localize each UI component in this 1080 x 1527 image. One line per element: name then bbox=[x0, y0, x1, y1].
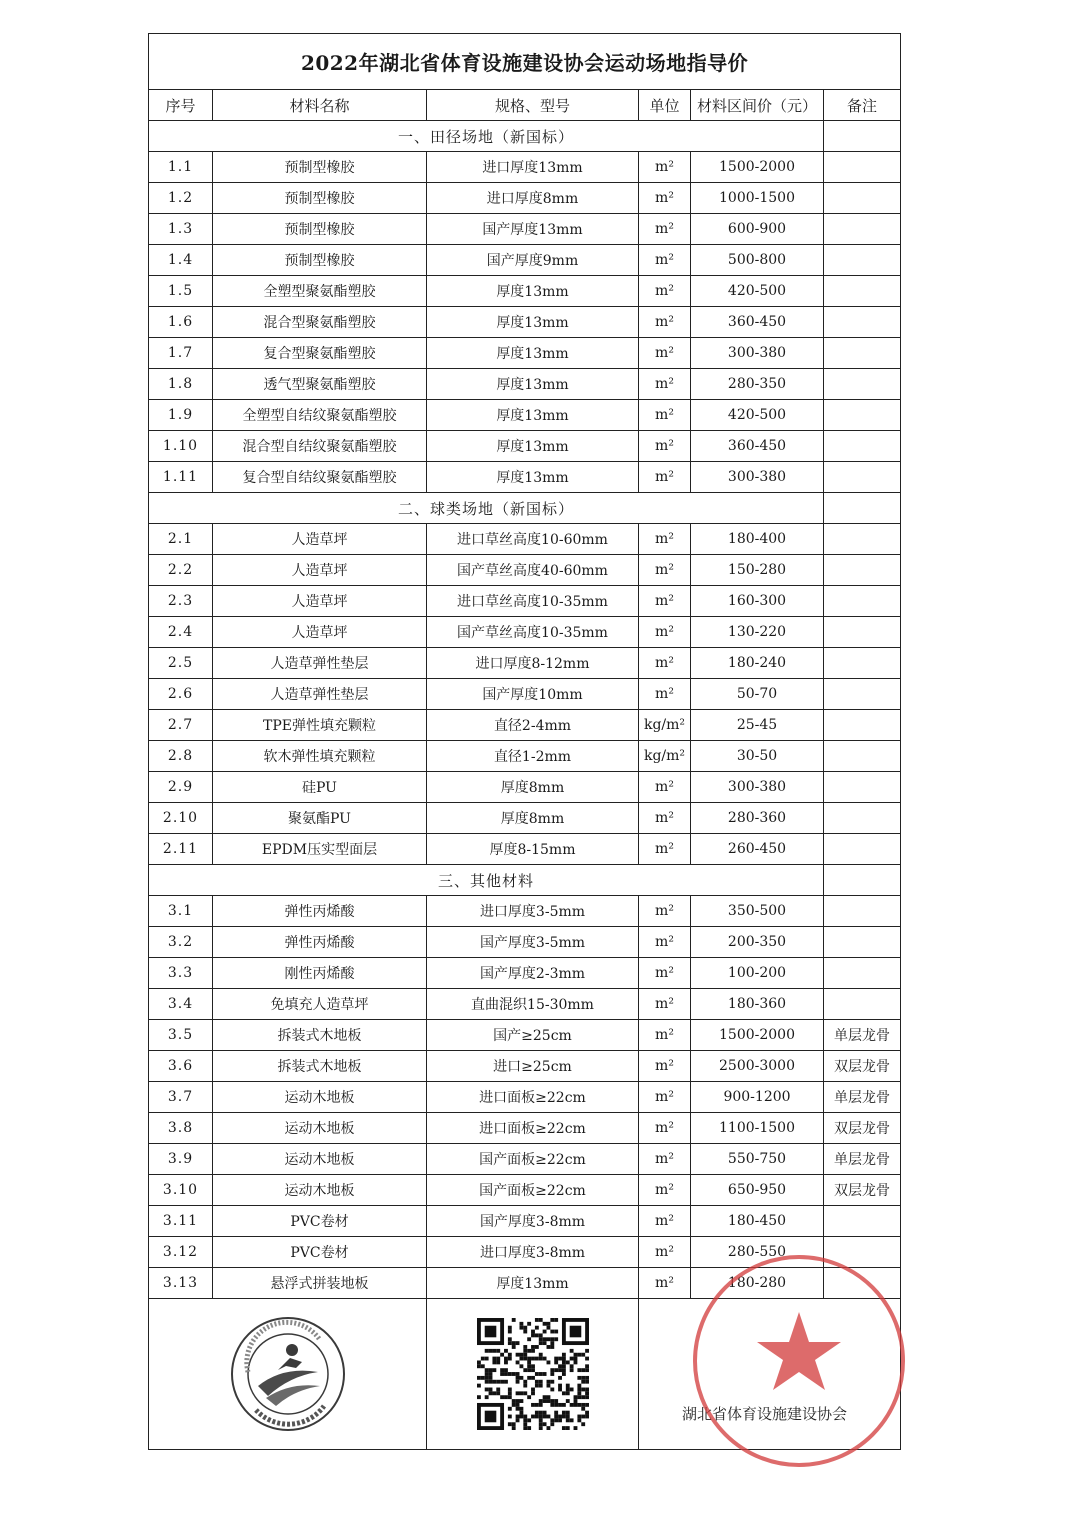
cell-unit: m² bbox=[639, 617, 691, 648]
cell-spec: 进口厚度13mm bbox=[427, 152, 639, 183]
cell-no: 1.8 bbox=[149, 369, 213, 400]
cell-name: 悬浮式拼装地板 bbox=[213, 1268, 427, 1299]
cell-unit: m² bbox=[639, 958, 691, 989]
table-row bbox=[149, 772, 901, 803]
cell-no: 3.3 bbox=[149, 958, 213, 989]
header-price: 材料区间价（元） bbox=[691, 90, 824, 121]
cell-note bbox=[824, 462, 901, 493]
cell-unit: m² bbox=[639, 1051, 691, 1082]
cell-spec: 厚度13mm bbox=[427, 307, 639, 338]
table-row bbox=[149, 431, 901, 462]
cell-spec: 国产厚度3-5mm bbox=[427, 927, 639, 958]
cell-spec: 进口厚度8mm bbox=[427, 183, 639, 214]
cell-unit: m² bbox=[639, 1020, 691, 1051]
cell-unit: m² bbox=[639, 927, 691, 958]
cell-spec: 国产草丝高度10-35mm bbox=[427, 617, 639, 648]
cell-name: 人造草弹性垫层 bbox=[213, 679, 427, 710]
cell-unit: m² bbox=[639, 1113, 691, 1144]
cell-no: 2.6 bbox=[149, 679, 213, 710]
table-row bbox=[149, 369, 901, 400]
cell-note: 单层龙骨 bbox=[824, 1020, 901, 1051]
cell-no: 2.2 bbox=[149, 555, 213, 586]
cell-note bbox=[824, 679, 901, 710]
cell-no: 2.1 bbox=[149, 524, 213, 555]
cell-no: 1.4 bbox=[149, 245, 213, 276]
cell-spec: 进口厚度8-12mm bbox=[427, 648, 639, 679]
cell-price: 180-280 bbox=[691, 1268, 824, 1299]
cell-price: 2500-3000 bbox=[691, 1051, 824, 1082]
cell-no: 2.10 bbox=[149, 803, 213, 834]
cell-price: 1100-1500 bbox=[691, 1113, 824, 1144]
cell-price: 420-500 bbox=[691, 400, 824, 431]
cell-price: 300-380 bbox=[691, 462, 824, 493]
cell-note bbox=[824, 183, 901, 214]
cell-no: 2.4 bbox=[149, 617, 213, 648]
cell-name: 运动木地板 bbox=[213, 1113, 427, 1144]
cell-name: 人造草坪 bbox=[213, 555, 427, 586]
cell-price: 50-70 bbox=[691, 679, 824, 710]
cell-no: 3.5 bbox=[149, 1020, 213, 1051]
cell-note bbox=[824, 772, 901, 803]
cell-spec: 厚度13mm bbox=[427, 1268, 639, 1299]
section-note-cell bbox=[824, 493, 901, 524]
cell-spec: 厚度8mm bbox=[427, 803, 639, 834]
cell-no: 3.11 bbox=[149, 1206, 213, 1237]
cell-spec: 厚度8-15mm bbox=[427, 834, 639, 865]
table-row bbox=[149, 617, 901, 648]
cell-name: 硅PU bbox=[213, 772, 427, 803]
association-logo bbox=[228, 1314, 348, 1434]
cell-name: 全塑型聚氨酯塑胶 bbox=[213, 276, 427, 307]
cell-note bbox=[824, 276, 901, 307]
cell-name: 软木弹性填充颗粒 bbox=[213, 741, 427, 772]
association-name: 湖北省体育设施建设协会 bbox=[682, 1405, 848, 1423]
cell-unit: m² bbox=[639, 338, 691, 369]
cell-price: 150-280 bbox=[691, 555, 824, 586]
cell-spec: 厚度13mm bbox=[427, 276, 639, 307]
cell-unit: m² bbox=[639, 896, 691, 927]
cell-name: 混合型聚氨酯塑胶 bbox=[213, 307, 427, 338]
cell-name: 运动木地板 bbox=[213, 1175, 427, 1206]
cell-spec: 直曲混织15-30mm bbox=[427, 989, 639, 1020]
cell-name: 拆装式木地板 bbox=[213, 1020, 427, 1051]
qr-cell bbox=[427, 1299, 639, 1450]
cell-no: 3.2 bbox=[149, 927, 213, 958]
cell-price: 350-500 bbox=[691, 896, 824, 927]
table-row bbox=[149, 1082, 901, 1113]
cell-name: 刚性丙烯酸 bbox=[213, 958, 427, 989]
cell-spec: 进口≥25cm bbox=[427, 1051, 639, 1082]
cell-note bbox=[824, 927, 901, 958]
cell-no: 3.13 bbox=[149, 1268, 213, 1299]
cell-price: 180-360 bbox=[691, 989, 824, 1020]
table-row bbox=[149, 1051, 901, 1082]
cell-unit: kg/m² bbox=[639, 710, 691, 741]
cell-no: 2.7 bbox=[149, 710, 213, 741]
cell-note: 双层龙骨 bbox=[824, 1113, 901, 1144]
cell-price: 420-500 bbox=[691, 276, 824, 307]
cell-name: 人造草坪 bbox=[213, 617, 427, 648]
cell-no: 2.5 bbox=[149, 648, 213, 679]
header-unit: 单位 bbox=[639, 90, 691, 121]
cell-price: 200-350 bbox=[691, 927, 824, 958]
page-title: 2022年湖北省体育设施建设协会运动场地指导价 bbox=[149, 34, 901, 90]
cell-price: 650-950 bbox=[691, 1175, 824, 1206]
cell-spec: 进口厚度3-8mm bbox=[427, 1237, 639, 1268]
cell-price: 180-400 bbox=[691, 524, 824, 555]
cell-no: 3.4 bbox=[149, 989, 213, 1020]
cell-unit: m² bbox=[639, 803, 691, 834]
cell-note bbox=[824, 741, 901, 772]
section-note-cell bbox=[824, 121, 901, 152]
cell-name: 预制型橡胶 bbox=[213, 152, 427, 183]
cell-price: 300-380 bbox=[691, 772, 824, 803]
table-row bbox=[149, 989, 901, 1020]
cell-name: 弹性丙烯酸 bbox=[213, 896, 427, 927]
table-row bbox=[149, 741, 901, 772]
cell-note bbox=[824, 617, 901, 648]
table-row bbox=[149, 524, 901, 555]
table-row bbox=[149, 338, 901, 369]
cell-unit: m² bbox=[639, 1082, 691, 1113]
cell-spec: 国产厚度3-8mm bbox=[427, 1206, 639, 1237]
table-row bbox=[149, 1020, 901, 1051]
cell-spec: 国产厚度13mm bbox=[427, 214, 639, 245]
table-row bbox=[149, 214, 901, 245]
section-heading: 二、球类场地（新国标） bbox=[149, 493, 824, 524]
table-row bbox=[149, 1113, 901, 1144]
section-row bbox=[149, 121, 901, 152]
header-name: 材料名称 bbox=[213, 90, 427, 121]
cell-note bbox=[824, 338, 901, 369]
cell-spec: 国产面板≥22cm bbox=[427, 1144, 639, 1175]
cell-unit: kg/m² bbox=[639, 741, 691, 772]
cell-note bbox=[824, 958, 901, 989]
cell-note bbox=[824, 834, 901, 865]
table-row bbox=[149, 1175, 901, 1206]
table-row bbox=[149, 679, 901, 710]
cell-no: 1.3 bbox=[149, 214, 213, 245]
cell-note bbox=[824, 152, 901, 183]
cell-price: 260-450 bbox=[691, 834, 824, 865]
cell-price: 550-750 bbox=[691, 1144, 824, 1175]
cell-no: 2.11 bbox=[149, 834, 213, 865]
cell-price: 600-900 bbox=[691, 214, 824, 245]
cell-name: PVC卷材 bbox=[213, 1206, 427, 1237]
cell-note bbox=[824, 896, 901, 927]
cell-price: 280-360 bbox=[691, 803, 824, 834]
cell-unit: m² bbox=[639, 369, 691, 400]
cell-note bbox=[824, 245, 901, 276]
cell-spec: 进口面板≥22cm bbox=[427, 1113, 639, 1144]
table-row bbox=[149, 834, 901, 865]
cell-price: 180-450 bbox=[691, 1206, 824, 1237]
cell-name: 预制型橡胶 bbox=[213, 245, 427, 276]
cell-name: 预制型橡胶 bbox=[213, 183, 427, 214]
cell-note bbox=[824, 648, 901, 679]
cell-note bbox=[824, 555, 901, 586]
table-row bbox=[149, 896, 901, 927]
cell-no: 1.2 bbox=[149, 183, 213, 214]
cell-no: 2.3 bbox=[149, 586, 213, 617]
cell-spec: 进口草丝高度10-60mm bbox=[427, 524, 639, 555]
cell-price: 25-45 bbox=[691, 710, 824, 741]
cell-spec: 国产厚度9mm bbox=[427, 245, 639, 276]
cell-unit: m² bbox=[639, 245, 691, 276]
section-heading: 三、其他材料 bbox=[149, 865, 824, 896]
price-sheet bbox=[148, 33, 900, 1450]
cell-no: 1.6 bbox=[149, 307, 213, 338]
cell-no: 3.1 bbox=[149, 896, 213, 927]
table-row bbox=[149, 276, 901, 307]
cell-unit: m² bbox=[639, 1268, 691, 1299]
cell-note: 单层龙骨 bbox=[824, 1144, 901, 1175]
table-row bbox=[149, 400, 901, 431]
cell-unit: m² bbox=[639, 214, 691, 245]
logo-cell bbox=[149, 1299, 427, 1450]
cell-spec: 直径1-2mm bbox=[427, 741, 639, 772]
cell-unit: m² bbox=[639, 276, 691, 307]
cell-spec: 厚度13mm bbox=[427, 462, 639, 493]
cell-note: 双层龙骨 bbox=[824, 1175, 901, 1206]
table-row bbox=[149, 958, 901, 989]
cell-note bbox=[824, 369, 901, 400]
cell-spec: 国产厚度10mm bbox=[427, 679, 639, 710]
cell-price: 280-550 bbox=[691, 1237, 824, 1268]
cell-note bbox=[824, 524, 901, 555]
cell-price: 1000-1500 bbox=[691, 183, 824, 214]
cell-unit: m² bbox=[639, 400, 691, 431]
cell-unit: m² bbox=[639, 834, 691, 865]
cell-price: 280-350 bbox=[691, 369, 824, 400]
cell-unit: m² bbox=[639, 1144, 691, 1175]
cell-unit: m² bbox=[639, 648, 691, 679]
cell-unit: m² bbox=[639, 1237, 691, 1268]
cell-name: 复合型聚氨酯塑胶 bbox=[213, 338, 427, 369]
cell-note bbox=[824, 586, 901, 617]
cell-name: 混合型自结纹聚氨酯塑胶 bbox=[213, 431, 427, 462]
cell-unit: m² bbox=[639, 431, 691, 462]
cell-unit: m² bbox=[639, 679, 691, 710]
cell-note bbox=[824, 400, 901, 431]
price-table bbox=[148, 33, 901, 1450]
logo-emblem-icon bbox=[228, 1314, 348, 1434]
cell-name: 预制型橡胶 bbox=[213, 214, 427, 245]
cell-note: 双层龙骨 bbox=[824, 1051, 901, 1082]
table-row bbox=[149, 1144, 901, 1175]
cell-note bbox=[824, 1206, 901, 1237]
cell-price: 500-800 bbox=[691, 245, 824, 276]
cell-name: TPE弹性填充颗粒 bbox=[213, 710, 427, 741]
cell-name: 人造草坪 bbox=[213, 524, 427, 555]
cell-no: 3.6 bbox=[149, 1051, 213, 1082]
cell-spec: 厚度8mm bbox=[427, 772, 639, 803]
table-row bbox=[149, 648, 901, 679]
header-spec: 规格、型号 bbox=[427, 90, 639, 121]
cell-spec: 国产面板≥22cm bbox=[427, 1175, 639, 1206]
cell-no: 1.11 bbox=[149, 462, 213, 493]
cell-note bbox=[824, 989, 901, 1020]
cell-unit: m² bbox=[639, 462, 691, 493]
cell-price: 1500-2000 bbox=[691, 152, 824, 183]
cell-note bbox=[824, 307, 901, 338]
table-row bbox=[149, 183, 901, 214]
table-row bbox=[149, 927, 901, 958]
cell-no: 2.9 bbox=[149, 772, 213, 803]
cell-name: 人造草坪 bbox=[213, 586, 427, 617]
cell-unit: m² bbox=[639, 1175, 691, 1206]
cell-price: 160-300 bbox=[691, 586, 824, 617]
cell-name: EPDM压实型面层 bbox=[213, 834, 427, 865]
cell-name: 运动木地板 bbox=[213, 1082, 427, 1113]
section-heading: 一、田径场地（新国标） bbox=[149, 121, 824, 152]
cell-unit: m² bbox=[639, 772, 691, 803]
cell-name: 全塑型自结纹聚氨酯塑胶 bbox=[213, 400, 427, 431]
cell-note bbox=[824, 431, 901, 462]
cell-price: 360-450 bbox=[691, 431, 824, 462]
cell-no: 2.8 bbox=[149, 741, 213, 772]
section-row bbox=[149, 865, 901, 896]
cell-no: 1.7 bbox=[149, 338, 213, 369]
cell-unit: m² bbox=[639, 183, 691, 214]
cell-spec: 厚度13mm bbox=[427, 400, 639, 431]
cell-spec: 国产≥25cm bbox=[427, 1020, 639, 1051]
cell-price: 360-450 bbox=[691, 307, 824, 338]
cell-no: 1.9 bbox=[149, 400, 213, 431]
cell-price: 900-1200 bbox=[691, 1082, 824, 1113]
table-row bbox=[149, 586, 901, 617]
cell-no: 3.12 bbox=[149, 1237, 213, 1268]
qr-code-icon[interactable] bbox=[477, 1318, 589, 1430]
cell-price: 30-50 bbox=[691, 741, 824, 772]
cell-spec: 厚度13mm bbox=[427, 338, 639, 369]
table-row bbox=[149, 462, 901, 493]
cell-spec: 国产厚度2-3mm bbox=[427, 958, 639, 989]
cell-spec: 进口厚度3-5mm bbox=[427, 896, 639, 927]
cell-unit: m² bbox=[639, 524, 691, 555]
cell-price: 300-380 bbox=[691, 338, 824, 369]
cell-spec: 厚度13mm bbox=[427, 369, 639, 400]
cell-no: 1.1 bbox=[149, 152, 213, 183]
header-note: 备注 bbox=[824, 90, 901, 121]
cell-name: 聚氨酯PU bbox=[213, 803, 427, 834]
cell-no: 3.7 bbox=[149, 1082, 213, 1113]
cell-note bbox=[824, 214, 901, 245]
cell-price: 1500-2000 bbox=[691, 1020, 824, 1051]
cell-name: 免填充人造草坪 bbox=[213, 989, 427, 1020]
table-row bbox=[149, 152, 901, 183]
cell-price: 100-200 bbox=[691, 958, 824, 989]
header-no: 序号 bbox=[149, 90, 213, 121]
cell-spec: 国产草丝高度40-60mm bbox=[427, 555, 639, 586]
cell-name: 透气型聚氨酯塑胶 bbox=[213, 369, 427, 400]
cell-spec: 直径2-4mm bbox=[427, 710, 639, 741]
cell-no: 3.8 bbox=[149, 1113, 213, 1144]
cell-name: 弹性丙烯酸 bbox=[213, 927, 427, 958]
section-row bbox=[149, 493, 901, 524]
official-seal-icon bbox=[688, 1250, 910, 1472]
cell-no: 3.10 bbox=[149, 1175, 213, 1206]
section-note-cell bbox=[824, 865, 901, 896]
table-row bbox=[149, 555, 901, 586]
table-row bbox=[149, 710, 901, 741]
cell-note bbox=[824, 803, 901, 834]
cell-unit: m² bbox=[639, 586, 691, 617]
cell-spec: 厚度13mm bbox=[427, 431, 639, 462]
cell-price: 180-240 bbox=[691, 648, 824, 679]
cell-name: 拆装式木地板 bbox=[213, 1051, 427, 1082]
cell-spec: 进口面板≥22cm bbox=[427, 1082, 639, 1113]
header-row bbox=[149, 90, 901, 121]
cell-name: PVC卷材 bbox=[213, 1237, 427, 1268]
cell-unit: m² bbox=[639, 555, 691, 586]
cell-note bbox=[824, 710, 901, 741]
table-row bbox=[149, 245, 901, 276]
cell-unit: m² bbox=[639, 989, 691, 1020]
cell-price: 130-220 bbox=[691, 617, 824, 648]
cell-no: 3.9 bbox=[149, 1144, 213, 1175]
cell-name: 复合型自结纹聚氨酯塑胶 bbox=[213, 462, 427, 493]
cell-name: 运动木地板 bbox=[213, 1144, 427, 1175]
cell-no: 1.10 bbox=[149, 431, 213, 462]
cell-unit: m² bbox=[639, 152, 691, 183]
cell-note: 单层龙骨 bbox=[824, 1082, 901, 1113]
table-row bbox=[149, 307, 901, 338]
table-row bbox=[149, 1206, 901, 1237]
cell-spec: 进口草丝高度10-35mm bbox=[427, 586, 639, 617]
cell-no: 1.5 bbox=[149, 276, 213, 307]
cell-unit: m² bbox=[639, 307, 691, 338]
cell-name: 人造草弹性垫层 bbox=[213, 648, 427, 679]
cell-unit: m² bbox=[639, 1206, 691, 1237]
table-row bbox=[149, 803, 901, 834]
